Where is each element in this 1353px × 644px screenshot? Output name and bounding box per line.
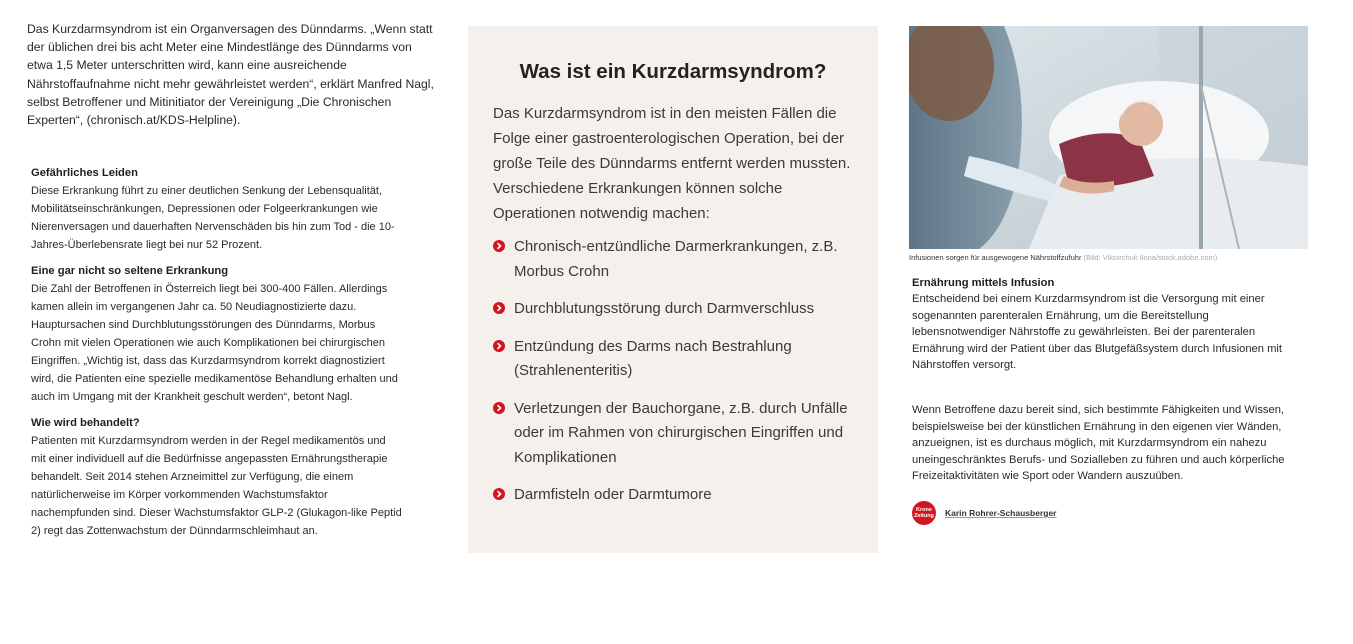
info-box: [468, 26, 878, 553]
author-byline: [912, 501, 1309, 525]
section-text: Patienten mit Kurzdarmsyndrom werden in der Regel medikamentös und mit einer individuell auf die Bedürfnisse angepassten Ernährungstherapie behandelt. Seit 2014 stehen Arzneimittel zur Verfügung, die einem natürlicherweise im Körper vorkommenden Wachstumsfaktor nachempfunden sind. Dieser Wachstumsfaktor GLP-2 (Glukagon-like Peptid 2) regt das Zottenwachstum der Dünndarmschleimhaut an.: [31, 435, 402, 537]
intro-paragraph: Das Kurzdarmsyndrom ist ein Organversagen des Dünndarms. „Wenn statt der üblichen drei bis acht Meter eine Mindestlänge des Dünndarms von etwa 1,5 Meter unterschritten wird, kann eine ausreichende Nährstoffaufnahme nicht mehr gewährleistet werden“, erklärt Manfred Nagl, selbst Betroffener und Mitinitiator der Vereinigung „Die Chronischen Experten“, (chronisch.at/KDS-Helpline).: [27, 22, 434, 128]
chevron-right-icon: [493, 402, 505, 414]
cause-list: [493, 235, 853, 521]
list-item: [493, 335, 853, 384]
krone-logo: Krone Zeitung: [912, 501, 936, 525]
list-item-text: Entzündung des Darms nach Bestrahlung (Strahlenenteritis): [514, 337, 792, 379]
list-item-text: Verletzungen der Bauchorgane, z.B. durch Unfälle oder im Rahmen von chirurgischen Eingriffen und Komplikationen: [514, 399, 848, 466]
caption-text: Infusionen sorgen für ausgewogene Nährstoffzufuhr: [909, 253, 1082, 262]
chevron-right-icon: [493, 488, 505, 500]
section-heading: Gefährliches Leiden: [31, 167, 138, 179]
left-column: [27, 20, 437, 537]
list-item: [493, 235, 853, 284]
list-item: [493, 483, 853, 508]
section-not-rare: [31, 262, 403, 406]
section-dangerous-condition: [31, 164, 403, 254]
section-text: Entscheidend bei einem Kurzdarmsyndrom ist die Versorgung mit einer sogenannten parenteralen Ernährung, um die Bereitstellung lebensnotwendiger Nährstoffe zu gewährleisten. Bei der parenteralen Ernährung wird der Patient über das Blutgefäßsystem durch Infusionen mit Nährstoffen versorgt.: [912, 293, 1283, 372]
chevron-right-icon: [493, 340, 505, 352]
section-heading: Wie wird behandelt?: [31, 417, 140, 429]
section-heading: Ernährung mittels Infusion: [912, 277, 1055, 289]
list-item: [493, 397, 853, 471]
closing-paragraph: Wenn Betroffene dazu bereit sind, sich bestimmte Fähigkeiten und Wissen, beispielsweise bei der künstlichen Ernährung in den eigenen vier Wänden, anzueignen, ist es durchaus möglich, mit Kurzdarmsyndrom ein nahezu uneingeschränktes Berufs- und Sozialleben zu führen und auch körperliche Freizeitaktivitäten wie Sport oder Wandern auszuüben.: [912, 403, 1285, 483]
info-box-title: Was ist ein Kurzdarmsyndrom?: [519, 60, 827, 83]
list-item: [493, 297, 853, 322]
photo-caption: [909, 253, 1309, 263]
right-column: [909, 26, 1309, 525]
info-box-lead: Das Kurzdarmsyndrom ist in den meisten Fällen die Folge einer gastroenterologischen Operation, bei der große Teile des Dünndarms entfernt werden mussten. Verschiedene Erkrankungen können solche Operationen notwendig machen:: [493, 105, 851, 222]
chevron-right-icon: [493, 302, 505, 314]
section-text: Diese Erkrankung führt zu einer deutlichen Senkung der Lebensqualität, Mobilitätseinschränkungen, Depressionen oder Folgeerkrankungen wie Nierenversagen und dauerhaften Nervenschäden bis hin zum Tod - die 10-Jahres-Überlebensrate liegt bei nur 52 Prozent.: [31, 185, 395, 251]
author-link[interactable]: Karin Rohrer-Schausberger: [945, 507, 1057, 518]
caption-credit: (Bild: Viktorchuk Ilona/stock.adobe.com): [1083, 253, 1218, 262]
section-text: Die Zahl der Betroffenen in Österreich liegt bei 300-400 Fällen. Allerdings kamen allein im vergangenen Jahr ca. 50 Neudiagnostizierte dazu. Hauptursachen sind Durchblutungsstörungen des Dünndarms, Morbus Crohn mit vielen Operationen wie auch Komplikationen bei chirurgischen Eingriffen. „Wichtig ist, dass das Kurzdarmsyndrom korrekt diagnostiziert wird, die Patienten eine spezielle medikamentöse Behandlung erhalten und auch im Umgang mit der Krankheit geschult werden“, betont Nagl.: [31, 283, 398, 403]
patient-infusion-photo: [909, 26, 1308, 249]
list-item-text: Durchblutungsstörung durch Darmverschluss: [514, 300, 815, 317]
list-item-text: Darmfisteln oder Darmtumore: [514, 486, 712, 503]
list-item-text: Chronisch-entzündliche Darmerkrankungen, z.B. Morbus Crohn: [514, 238, 838, 280]
section-heading: Eine gar nicht so seltene Erkrankung: [31, 265, 229, 277]
section-treatment: [31, 414, 403, 540]
chevron-right-icon: [493, 240, 505, 252]
